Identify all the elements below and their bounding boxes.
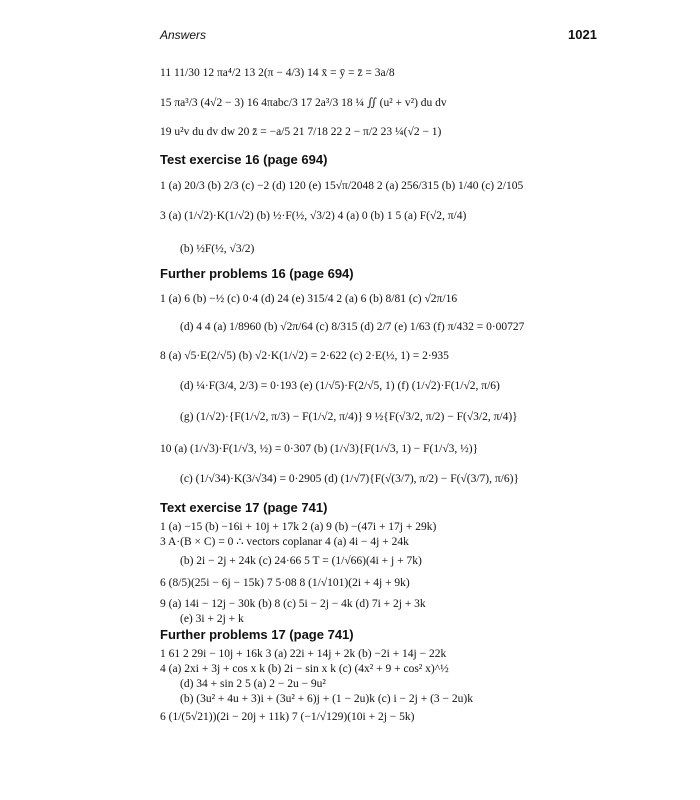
- answer-line: (g) (1/√2)·{F(1/√2, π/3) − F(1/√2, π/4)} 9 ½{F(√3/2, π/2) − F(√3/2, π/4)}: [180, 411, 518, 423]
- answer-line: 10 (a) (1/√3)·F(1/√3, ½) = 0·307 (b) (1/√3){F(1/√3, 1) − F(1/√3, ½)}: [160, 443, 479, 455]
- answer-line: 8 (a) √5·E(2/√5) (b) √2·K(1/√2) = 2·622 (c) 2·E(½, 1) = 2·935: [160, 350, 449, 362]
- answer-line: (d) 4 4 (a) 1/8960 (b) √2π/64 (c) 8/315 (d) 2/7 (e) 1/63 (f) π/432 = 0·00727: [180, 321, 525, 333]
- section-heading: Further problems 16 (page 694): [160, 266, 354, 281]
- answer-line: 4 (a) 2xi + 3j + cos x k (b) 2i − sin x k (c) (4x² + 9 + cos² x)^½: [160, 663, 449, 675]
- answer-line: 19 u²v du dv dw 20 z̄ = −a/5 21 7/18 22 2 − π/2 23 ¼(√2 − 1): [160, 126, 442, 138]
- answer-line: 1 (a) 20/3 (b) 2/3 (c) −2 (d) 120 (e) 15√π/2048 2 (a) 256/315 (b) 1/40 (c) 2/105: [160, 180, 524, 192]
- answer-line: (b) 2i − 2j + 24k (c) 24·66 5 T = (1/√66)(4i + j + 7k): [180, 555, 422, 567]
- answer-line: 6 (8/5)(25i − 6j − 15k) 7 5·08 8 (1/√101)(2i + 4j + 9k): [160, 577, 410, 589]
- answer-line: (b) (3u² + 4u + 3)i + (3u² + 6)j + (1 − 2u)k (c) i − 2j + (3 − 2u)k: [180, 693, 473, 705]
- answer-line: 9 (a) 14i − 12j − 30k (b) 8 (c) 5i − 2j − 4k (d) 7i + 2j + 3k: [160, 598, 426, 610]
- page-number: 1021: [568, 27, 597, 42]
- answer-line: 1 (a) 6 (b) −½ (c) 0·4 (d) 24 (e) 315/4 2 (a) 6 (b) 8/81 (c) √2π/16: [160, 293, 458, 305]
- running-head: Answers: [160, 28, 207, 42]
- answer-line: 11 11/30 12 πa⁴/2 13 2(π − 4/3) 14 x̄ = ȳ = z̄ = 3a/8: [160, 67, 395, 79]
- section-heading: Further problems 17 (page 741): [160, 627, 354, 642]
- answer-line: 3 A·(B × C) = 0 ∴ vectors coplanar 4 (a) 4i − 4j + 24k: [160, 536, 409, 548]
- answer-line: (b) ½F(½, √3/2): [180, 243, 255, 255]
- answer-line: 1 (a) −15 (b) −16i + 10j + 17k 2 (a) 9 (b) −(47i + 17j + 29k): [160, 521, 437, 533]
- answer-line: 15 πa³/3 (4√2 − 3) 16 4πabc/3 17 2a³/3 18 ¼ ∬ (u² + v²) du dv: [160, 97, 447, 109]
- answer-line: (c) (1/√34)·K(3/√34) = 0·2905 (d) (1/√7){F(√(3/7), π/2) − F(√(3/7), π/6)}: [180, 473, 519, 485]
- answer-line: (d) 34 + sin 2 5 (a) 2 − 2u − 9u²: [180, 678, 326, 690]
- answer-line: 6 (1/(5√21))(2i − 20j + 11k) 7 (−1/√129)(10i + 2j − 5k): [160, 711, 415, 723]
- answer-line: 3 (a) (1/√2)·K(1/√2) (b) ½·F(½, √3/2) 4 (a) 0 (b) 1 5 (a) F(√2, π/4): [160, 210, 467, 222]
- answer-line: (d) ¼·F(3/4, 2/3) = 0·193 (e) (1/√5)·F(2/√5, 1) (f) (1/√2)·F(1/√2, π/6): [180, 380, 500, 392]
- answer-line: (e) 3i + 2j + k: [180, 613, 244, 625]
- answer-line: 1 61 2 29i − 10j + 16k 3 (a) 22i + 14j + 2k (b) −2i + 14j − 22k: [160, 648, 447, 660]
- section-heading: Test exercise 16 (page 694): [160, 152, 328, 167]
- section-heading: Text exercise 17 (page 741): [160, 500, 328, 515]
